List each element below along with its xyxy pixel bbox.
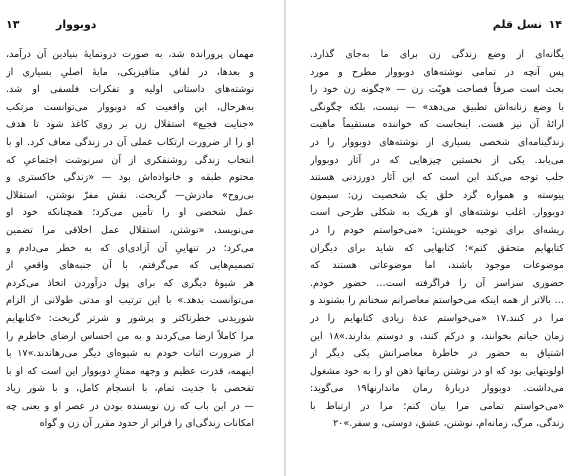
- text-line: «می‌خواستم تمامی مرا بیان کنم؛ مرا در ارتباط با: [310, 400, 564, 412]
- text-line: موضوعات موجود باشند، اما موضوعاتی هستند که: [310, 260, 564, 272]
- text-line: جلب توجه می‌کند این است که این آثار دورزدنی هستند: [310, 172, 564, 184]
- text-line: زندگینامه‌ای شخصی بسیاری از نوشته‌های دوبووار را در: [310, 136, 564, 148]
- text-line: مرا کاملاً ارضا می‌کردند و به من احساس ارضای خاطرم را: [6, 330, 254, 342]
- text-line: شوریدنی خطرناکتر و پرشور و شرتر گریخت: «کتابهایم: [6, 312, 254, 324]
- text-line: یگانه‌ای از وضع زندگی زن برای ما به‌جای گذارد.: [310, 49, 564, 60]
- text-line: و بعدها، در لفافِ متافیزیکی، مایهٔ اصلیِ بسیاری از: [6, 66, 254, 78]
- text-line: … بالاتر از همه اینکه می‌خواستم معاصرانم سخنانم را بشنوند و: [310, 295, 564, 307]
- text-line: اولویتهایی بود که او در نوشتن رمانها ذهن او را به خود مشغول: [310, 365, 564, 377]
- text-line: می‌توانست بدهد.» با این ترتیب او مدتی طولانی از الزام: [6, 295, 254, 307]
- text-line: مهمان پرورانده شد، به صورت درونمایهٔ بنیادین آن درآمد،: [6, 49, 254, 60]
- right-page: [286, 0, 572, 476]
- text-line: حضوری سراسر آن را فراگرفته است… حضور خودم.: [310, 277, 564, 289]
- text-line: پیوسته و همواره گرد خلق یک شخصیت زن: سیمون: [310, 189, 564, 201]
- text-line: او را از ضرورت ارتکاب عملی آن در زندگی معاف کرد. او با: [6, 136, 254, 148]
- text-line: می‌نویسد، «نوشتن، استقلال عمل اخلاقی مرا تضمین: [6, 224, 254, 236]
- text-line: کتابهایم متحقق کنم»؛ کتابهایی که شاید برای دیگران: [310, 242, 564, 254]
- text-line: اینهمه، قدرت عظیم و وجهه ممتازِ دوبووار این است که او با: [6, 365, 254, 377]
- text-line: ارائهٔ آن نیز هست. اینجاست که خواننده مستقیماً ماهیت: [310, 119, 564, 131]
- left-page-body: [6, 46, 254, 433]
- text-line: اشتیاق به حضور در خاطرهٔ معاصرانش یکی دیگر از: [310, 348, 564, 360]
- text-line: تصمیم‌هایی که می‌گرفتم، با آن جنبه‌های واقعیِ از: [6, 260, 254, 272]
- text-line: «جنایت فجیع» استقلال زن بر روی کاغذ شود تا هدف: [6, 119, 254, 131]
- text-line: می‌یابد. یکی از نخستین چیزهایی که در آثار دوبووار: [310, 154, 564, 166]
- text-line: مرا در کنند.۱۷ «می‌خواستم عدهٔ زیادی کتابهایم را در: [310, 312, 564, 324]
- text-line: از ضرورت اثبات خودم به شیوه‌ای دیگر می‌رهاندند.»۱۷ با: [6, 348, 254, 360]
- text-line: زندگی، مرگ، زمانه‌ام، نوشتن، عشق، دوستی، و سفر.»۲۰: [333, 418, 564, 430]
- text-line: امکانات زندگی‌ای را فراتر از حدود مقرر آن زن و گواه: [39, 418, 254, 430]
- left-page: [0, 0, 284, 476]
- text-line: پس آنچه در تمامی نوشته‌های دوبووار مطرح و مورد: [310, 66, 564, 78]
- text-line: بحث است صرفاً فصاحت هویّت زن — «چگونه زن خود را: [310, 84, 564, 96]
- text-line: ریشه‌ای برای توجیه خویشتن: «می‌خواستم خودم را در: [310, 224, 564, 236]
- text-line: هر شیوهٔ دیگری که برای پول درآوردن اتخاذ می‌کردم: [6, 277, 254, 289]
- right-running-title: نسل قلم: [492, 18, 542, 31]
- text-line: تفحصی با جدیت تمام، با انسجام کامل، و با شور زیاد: [6, 383, 254, 395]
- text-line: بی‌روح» مادرش— گریخت. نقش مفرّ نوشتن، استقلال: [6, 189, 254, 201]
- text-line: می‌کرد؛ در تنهاییِ آن آزادی‌ای که به خطر می‌دادم و: [6, 242, 254, 254]
- text-line: زمان حیاتم بخوانند، و درکم کنند، و دوستم بدارند.»۱۸ این: [310, 330, 564, 342]
- text-line: — در این باب که زن نویسنده بودن در عصر او و بعنی چه: [6, 400, 254, 412]
- right-page-body: [310, 46, 564, 433]
- text-line: با وضع زنانه‌اش تطبیق می‌دهد» — نیست، بلکه چگونگی: [310, 101, 564, 113]
- text-line: نوشته‌های داستانی اولیه و تفکرات فلسفی او شد.: [6, 84, 254, 96]
- text-line: به‌هرحال، این واقعیت که دوبووار می‌توانست مرتکب: [6, 101, 254, 113]
- text-line: انتخاب زندگی روشنفکری از آن سرنوشت اجتماعیِ که: [6, 154, 254, 166]
- left-running-title: دوبووار: [56, 18, 97, 31]
- left-page-number: ۱۳: [6, 18, 20, 31]
- text-line: می‌داشت. دوبووار دربارهٔ رمان ماندارنها۱۹ می‌گوید:: [310, 383, 564, 395]
- right-page-number: ۱۴: [548, 18, 562, 31]
- text-line: دوبووار. اغلب نوشته‌های او هریک به شکلی طرحی است: [310, 207, 564, 219]
- text-line: محتوم طبقه و خانواده‌اش بود — «زندگی خاکستری و: [6, 172, 254, 184]
- text-line: عمل شخصی او را تأمین می‌کرد؛ همچنانکه خود او: [6, 207, 254, 219]
